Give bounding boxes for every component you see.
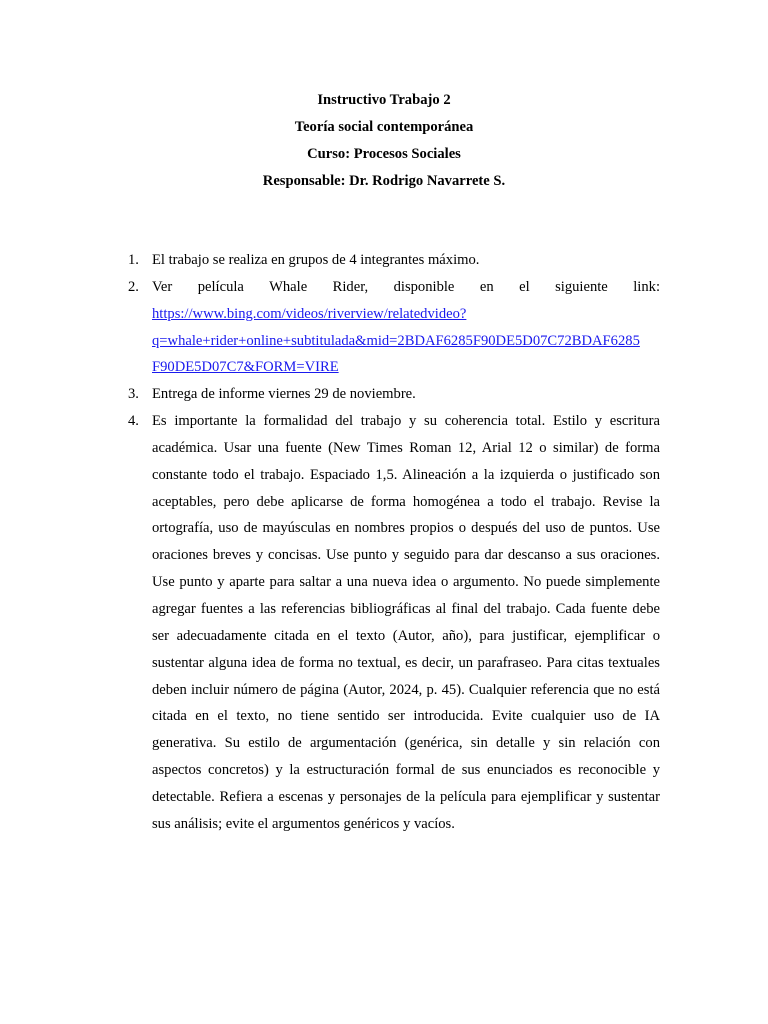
list-item (118, 381, 660, 408)
responsible-person: Responsable: Dr. Rodrigo Navarrete S. (262, 173, 506, 189)
document-title: Instructivo Trabajo 2 (317, 92, 451, 108)
document-header (0, 87, 768, 195)
video-link-line-2[interactable]: q=whale+rider+online+subtitulada&mid=2BDAF6285F90DE5D07C72BDAF6285 (152, 332, 640, 349)
list-item-number: 4. (128, 413, 139, 430)
list-item (118, 247, 660, 274)
list-item-number: 3. (128, 386, 139, 403)
video-link-line-1[interactable]: https://www.bing.com/videos/riverview/relatedvideo? (152, 305, 467, 322)
course-name: Curso: Procesos Sociales (307, 146, 461, 162)
video-link-line-3[interactable]: F90DE5D07C7&FORM=VIRE (152, 359, 339, 376)
instructions-list (118, 247, 660, 838)
list-item-text: El trabajo se realiza en grupos de 4 integrantes máximo. (152, 252, 480, 268)
document-subtitle: Teoría social contemporánea (294, 119, 474, 135)
list-item-text: Es importante la formalidad del trabajo y su coherencia total. Estilo y escritura académica. Usar una fuente (New Times Roman 12, Arial 12 o similar) de forma constante todo el trabajo. Espaciado 1,5. Alineación a la izquierda o justificado son aceptables, pero debe aplicarse de forma homogénea a todo el trabajo. Revise la ortografía, uso de mayúsculas en nombres propios o después del uso de puntos. Use oraciones breves y concisas. Use punto y seguido para dar descanso a sus oraciones. Use punto y aparte para saltar a una nueva idea o argumento. No puede simplemente agregar fuentes a las referencias bibliográficas al final del trabajo. Cada fuente debe ser adecuadamente citada en el texto (Autor, año), para justificar, ejemplificar o sustentar alguna idea de forma no textual, es decir, un parafraseo. Para citas textuales deben incluir número de página (Autor, 2024, p. 45). Cualquier referencia que no está citada en el texto, no tiene sentido ser introducida. Evite cualquier uso de IA generativa. Su estilo de argumentación (genérica, sin detalle y sin relación con aspectos concretos) y la estructuración formal de sus enunciados es reconocible y detectable. Refiera a escenas y personajes de la película para ejemplificar y sustentar sus análisis; evite el argumentos genéricos y vacíos. (152, 413, 660, 832)
list-item-number: 1. (128, 252, 139, 268)
list-item-number: 2. (128, 278, 139, 295)
list-item (118, 408, 660, 838)
list-item-text: Ver película Whale Rider, disponible en el siguiente link: (152, 278, 660, 295)
list-item-text: Entrega de informe viernes 29 de noviembre. (152, 386, 416, 403)
list-item (118, 274, 660, 381)
